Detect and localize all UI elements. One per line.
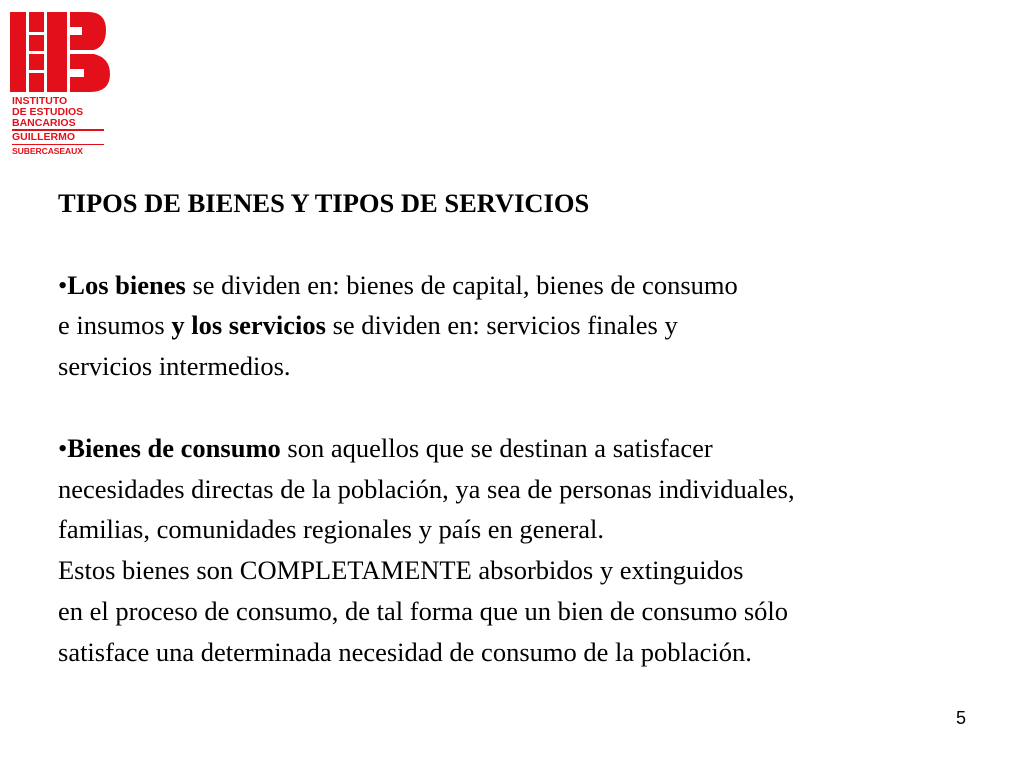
logo-line-2: DE ESTUDIOS	[12, 105, 84, 118]
text-run: son aquellos que se destinan a satisfacer	[280, 432, 713, 463]
paragraph-line	[58, 265, 1018, 306]
institute-logo	[10, 12, 110, 162]
spacer	[58, 224, 1018, 265]
paragraph-line: satisface una determinada necesidad de consumo de la población.	[58, 636, 752, 667]
slide-content	[58, 183, 1018, 673]
paragraph-bienes-servicios	[58, 265, 1018, 387]
paragraph-line: familias, comunidades regionales y país en general.	[58, 514, 605, 545]
text-run: se dividen en: servicios finales y	[325, 310, 678, 341]
spacer	[58, 387, 1018, 428]
ieb-logo-mark-icon	[10, 12, 110, 92]
text-run: se dividen en: bienes de capital, bienes de consumo	[185, 269, 738, 300]
paragraph-line: en el proceso de consumo, de tal forma que un bien de consumo sólo	[58, 595, 789, 626]
logo-line-1: INSTITUTO	[12, 95, 68, 107]
bold-term: Bienes de consumo	[67, 432, 281, 463]
bullet: •	[58, 432, 68, 463]
logo-line-3: BANCARIOS	[12, 116, 76, 129]
paragraph-line: Estos bienes son COMPLETAMENTE absorbidos y extinguidos	[58, 555, 744, 586]
paragraph-line	[58, 305, 1018, 346]
logo-divider	[12, 144, 104, 146]
logo-text	[12, 96, 110, 157]
bullet: •	[58, 269, 68, 300]
bold-term: y los servicios	[171, 310, 326, 341]
paragraph-bienes-consumo	[58, 428, 1018, 673]
text-run: e insumos	[58, 310, 172, 341]
slide-title: TIPOS DE BIENES Y TIPOS DE SERVICIOS	[58, 188, 590, 218]
page-number: 5	[955, 708, 966, 728]
logo-line-5: SUBERCASEAUX	[12, 146, 83, 157]
bold-term: Los bienes	[67, 269, 186, 300]
paragraph-line: servicios intermedios.	[58, 351, 291, 382]
paragraph-line	[58, 428, 1018, 469]
logo-line-4: GUILLERMO	[12, 130, 75, 143]
paragraph-line: necesidades directas de la población, ya sea de personas individuales,	[58, 473, 795, 504]
